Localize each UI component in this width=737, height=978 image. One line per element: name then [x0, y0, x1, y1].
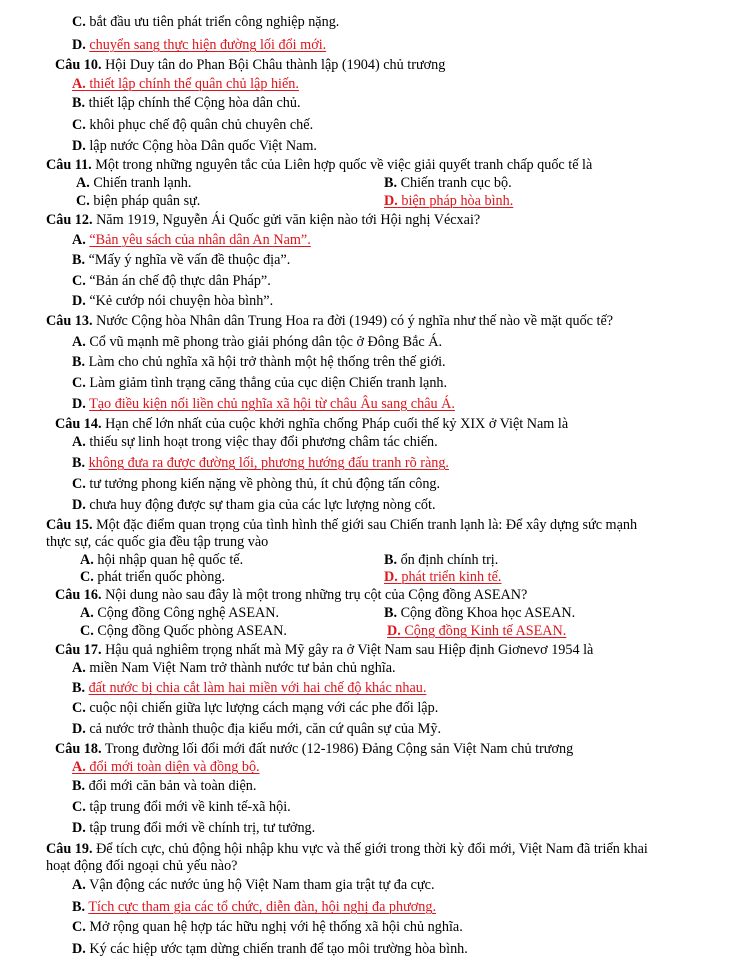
question-number: Câu 13. — [46, 313, 93, 329]
option-text: “Mấy ý nghĩa về vấn đề thuộc địa”. — [88, 252, 291, 268]
q18-option-c — [72, 798, 291, 816]
q13-stem — [46, 312, 613, 330]
option-text: tập trung đổi mới về chính trị, tư tưởng. — [89, 820, 316, 836]
q12-option-d — [72, 292, 273, 310]
option-key: B. — [72, 354, 86, 370]
question-text: Nội dung nào sau đây là một trong những trụ cột của Cộng đồng ASEAN? — [105, 587, 528, 603]
option-text: Làm giảm tình trạng căng thẳng của cục diện Chiến tranh lạnh. — [89, 375, 448, 391]
question-number: Câu 19. — [46, 841, 93, 857]
option-text: tư tưởng phong kiến nặng về phòng thủ, ít chủ động tấn công. — [89, 476, 441, 492]
option-text: Cộng đồng Công nghệ ASEAN. — [97, 605, 280, 621]
q13-option-a — [72, 333, 442, 351]
option-text: hội nhập quan hệ quốc tế. — [97, 552, 244, 568]
q12-option-a — [72, 231, 311, 249]
correct-answer-text: Tích cực tham gia các tổ chức, diễn đàn, hội nghị đa phương. — [88, 899, 437, 915]
option-key: C. — [72, 14, 86, 30]
option-text: Ký các hiệp ước tạm dừng chiến tranh để tạo môi trường hòa bình. — [89, 941, 468, 957]
option-text: đổi mới căn bản và toàn diện. — [88, 778, 257, 794]
q10-option-b — [72, 94, 301, 112]
option-key: C. — [72, 799, 86, 815]
option-key: D. — [72, 37, 86, 53]
q14-option-a — [72, 433, 438, 451]
question-number: Câu 18. — [55, 741, 102, 757]
option-key: B. — [384, 605, 398, 621]
q12-option-c — [72, 272, 271, 290]
correct-answer-text: chuyển sang thực hiện đường lối đổi mới. — [89, 37, 327, 53]
option-key: A. — [72, 434, 86, 450]
q13-option-d — [72, 395, 455, 413]
q15-stem-cont — [46, 533, 268, 551]
option-text: Cổ vũ mạnh mẽ phong trào giải phóng dân tộc ở Đông Bắc Á. — [89, 334, 443, 350]
option-text: Chiến tranh lạnh. — [93, 175, 192, 191]
q18-stem — [55, 740, 573, 758]
question-text: Hạn chế lớn nhất của cuộc khởi nghĩa chống Pháp cuối thế kỷ XIX ở Việt Nam là — [105, 416, 569, 432]
option-key: C. — [80, 623, 94, 639]
option-text: cuộc nội chiến giữa lực lượng cách mạng với các phe đối lập. — [89, 700, 439, 716]
q19-option-a — [72, 876, 435, 894]
option-text: “Kẻ cướp nói chuyện hòa bình”. — [89, 293, 274, 309]
option-key: D. — [72, 497, 86, 513]
q17-option-c — [72, 699, 438, 717]
q12-option-b — [72, 251, 290, 269]
option-key: D. — [72, 293, 86, 309]
option-key: D. — [72, 396, 86, 412]
q19-stem — [46, 840, 648, 858]
question-text: Trong đường lối đổi mới đất nước (12-1986) Đảng Cộng sản Việt Nam chủ trương — [104, 741, 574, 757]
option-text: Cộng đồng Quốc phòng ASEAN. — [97, 623, 287, 639]
q17-option-b — [72, 679, 426, 697]
q19-option-c — [72, 918, 463, 936]
q11-stem — [46, 156, 592, 174]
option-key: A. — [72, 334, 86, 350]
q9-option-d — [72, 36, 326, 54]
option-key: C. — [80, 569, 94, 585]
correct-answer-text: đất nước bị chia cắt làm hai miền với hai chế độ khác nhau. — [88, 680, 427, 696]
question-text: hoạt động đối ngoại chủ yếu nào? — [46, 858, 238, 874]
option-key: C. — [72, 273, 86, 289]
option-text: phát triển quốc phòng. — [97, 569, 226, 585]
option-text: ổn định chính trị. — [400, 552, 499, 568]
question-number: Câu 14. — [55, 416, 102, 432]
q15-stem — [46, 516, 637, 534]
q11-option-a — [76, 174, 191, 192]
option-text: tập trung đổi mới về kinh tế-xã hội. — [89, 799, 291, 815]
q17-stem — [55, 641, 593, 659]
option-text: miền Nam Việt Nam trở thành nước tư bản chủ nghĩa. — [89, 660, 396, 676]
q14-option-c — [72, 475, 440, 493]
q19-option-d — [72, 940, 468, 958]
q17-option-d — [72, 720, 441, 738]
correct-answer-text: A. đổi mới toàn diện và đồng bộ. — [72, 759, 260, 775]
question-text: Một đặc điểm quan trọng của tình hình thế giới sau Chiến tranh lạnh là: Để xây dựng sức mạnh — [96, 517, 638, 533]
q15-option-b — [384, 551, 498, 569]
option-key: A. — [72, 660, 86, 676]
option-text: Cộng đồng Khoa học ASEAN. — [400, 605, 576, 621]
option-key: B. — [72, 778, 86, 794]
q11-option-b — [384, 174, 512, 192]
q13-option-c — [72, 374, 447, 392]
correct-answer-text: D. biện pháp hòa bình. — [384, 193, 514, 209]
q11-option-c — [76, 192, 200, 210]
q18-option-b — [72, 777, 256, 795]
q16-option-c — [80, 622, 287, 640]
option-text: khôi phục chế độ quân chủ chuyên chế. — [89, 117, 314, 133]
q17-option-a — [72, 659, 396, 677]
question-number: Câu 12. — [46, 212, 93, 228]
option-key: A. — [76, 175, 90, 191]
option-key: C. — [72, 919, 86, 935]
option-key: B. — [72, 455, 86, 471]
question-text: Năm 1919, Nguyễn Ái Quốc gửi văn kiện nào tới Hội nghị Vécxai? — [96, 212, 481, 228]
option-key: C. — [72, 375, 86, 391]
q16-stem — [55, 586, 527, 604]
question-text: Hậu quả nghiêm trọng nhất mà Mỹ gây ra ở Việt Nam sau Hiệp định Giơnevơ 1954 là — [105, 642, 594, 658]
option-text: Làm cho chủ nghĩa xã hội trở thành một hệ thống trên thế giới. — [88, 354, 446, 370]
q11-option-d — [384, 192, 513, 210]
q9-option-c — [72, 13, 339, 31]
q18-option-d — [72, 819, 315, 837]
option-text: cả nước trở thành thuộc địa kiểu mới, căn cứ quân sự của Mỹ. — [89, 721, 442, 737]
option-key: B. — [72, 899, 86, 915]
option-key: A. — [80, 552, 94, 568]
option-key: D. — [72, 138, 86, 154]
option-text: “Bản án chế độ thực dân Pháp”. — [89, 273, 271, 289]
q16-option-d — [387, 622, 566, 640]
option-text: Vận động các nước ủng hộ Việt Nam tham gia trật tự đa cực. — [89, 877, 435, 893]
question-text: Hội Duy tân do Phan Bội Châu thành lập (1904) chủ trương — [105, 57, 446, 73]
option-text: thiếu sự linh hoạt trong việc thay đổi phương châm tác chiến. — [89, 434, 438, 450]
q15-option-d — [384, 568, 501, 586]
option-key: B. — [72, 680, 86, 696]
question-number: Câu 17. — [55, 642, 102, 658]
option-key: C. — [72, 476, 86, 492]
option-text: bắt đầu ưu tiên phát triển công nghiệp nặng. — [89, 14, 340, 30]
option-text: biện pháp quân sự. — [93, 193, 201, 209]
option-key: A. — [72, 232, 86, 248]
option-key: C. — [72, 700, 86, 716]
option-key: B. — [72, 252, 86, 268]
q12-stem — [46, 211, 480, 229]
option-key: C. — [76, 193, 90, 209]
option-text: lập nước Cộng hòa Dân quốc Việt Nam. — [89, 138, 317, 154]
q16-option-a — [80, 604, 279, 622]
option-key: D. — [72, 941, 86, 957]
question-text: Nước Cộng hòa Nhân dân Trung Hoa ra đời (1949) có ý nghĩa như thế nào về mặt quốc tế? — [96, 313, 614, 329]
q14-stem — [55, 415, 568, 433]
q10-stem — [55, 56, 445, 74]
option-text: chưa huy động được sự tham gia của các lực lượng nòng cốt. — [89, 497, 436, 513]
correct-answer-text: Tạo điều kiện nối liền chủ nghĩa xã hội từ châu Âu sang châu Á. — [89, 396, 455, 412]
option-key: D. — [72, 820, 86, 836]
q18-option-a — [72, 758, 260, 776]
correct-answer-text: A. thiết lập chính thể quân chủ lập hiến. — [72, 76, 299, 92]
question-text: Để tích cực, chủ động hội nhập khu vực và thế giới trong thời kỳ đổi mới, Việt Nam đã triển khai — [96, 841, 648, 857]
option-key: B. — [384, 175, 398, 191]
q14-option-d — [72, 496, 436, 514]
question-number: Câu 16. — [55, 587, 102, 603]
q13-option-b — [72, 353, 446, 371]
correct-answer-text: D. phát triển kinh tế. — [384, 569, 502, 585]
option-text: Chiến tranh cục bộ. — [400, 175, 512, 191]
correct-answer-text: không đưa ra được đường lối, phương hướng đấu tranh rõ ràng. — [88, 455, 449, 471]
correct-answer-text: “Bản yêu sách của nhân dân An Nam”. — [89, 232, 311, 248]
question-text: thực sự, các quốc gia đều tập trung vào — [46, 534, 269, 550]
q10-option-d — [72, 137, 317, 155]
option-key: C. — [72, 117, 86, 133]
option-key: A. — [72, 877, 86, 893]
q15-option-c — [80, 568, 225, 586]
option-key: A. — [80, 605, 94, 621]
q10-option-a — [72, 75, 299, 93]
option-text: thiết lập chính thể Cộng hòa dân chủ. — [88, 95, 301, 111]
option-text: Mở rộng quan hệ hợp tác hữu nghị với hệ thống xã hội chủ nghĩa. — [89, 919, 463, 935]
q19-stem-cont — [46, 857, 237, 875]
question-text: Một trong những nguyên tắc của Liên hợp quốc về việc giải quyết tranh chấp quốc tế là — [95, 157, 593, 173]
q16-option-b — [384, 604, 575, 622]
question-number: Câu 11. — [46, 157, 92, 173]
q14-option-b — [72, 454, 449, 472]
q15-option-a — [80, 551, 243, 569]
option-key: B. — [384, 552, 398, 568]
option-key: B. — [72, 95, 86, 111]
question-number: Câu 15. — [46, 517, 93, 533]
q10-option-c — [72, 116, 313, 134]
question-number: Câu 10. — [55, 57, 102, 73]
q19-option-b — [72, 898, 436, 916]
correct-answer-text: D. Cộng đồng Kinh tế ASEAN. — [387, 623, 567, 639]
option-key: D. — [72, 721, 86, 737]
